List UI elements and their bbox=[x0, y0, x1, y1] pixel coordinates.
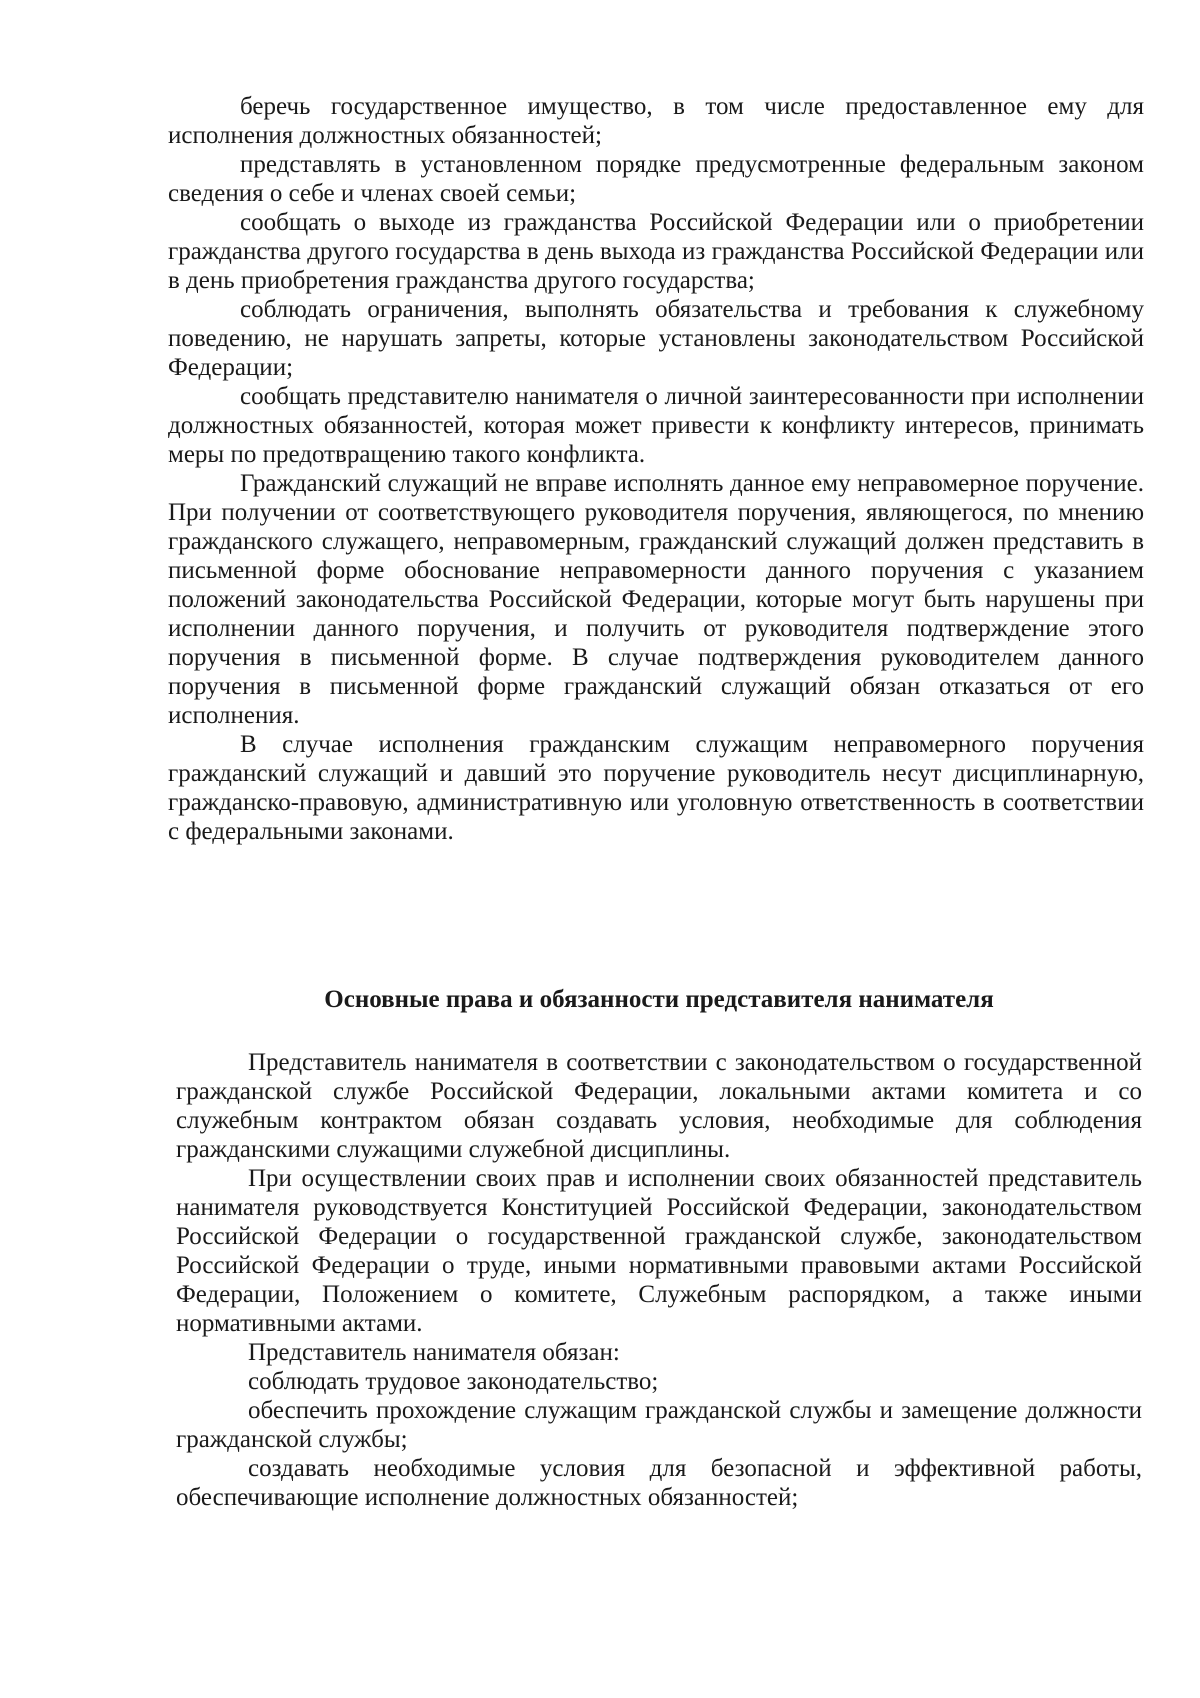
paragraph: беречь государственное имущество, в том числе предоставленное ему для исполнения должностных обязанностей; bbox=[168, 93, 1144, 149]
paragraph: обеспечить прохождение служащим гражданской службы и замещение должности гражданской службы; bbox=[176, 1397, 1142, 1453]
paragraph: сообщать о выходе из гражданства Российской Федерации или о приобретении гражданства другого государства в день выхода из гражданства Российской Федерации или в день приобретения гражданства другого государства; bbox=[168, 209, 1144, 294]
paragraph: создавать необходимые условия для безопасной и эффективной работы, обеспечивающие исполнение должностных обязанностей; bbox=[176, 1455, 1142, 1511]
paragraph: При осуществлении своих прав и исполнении своих обязанностей представитель нанимателя руководствуется Конституцией Российской Федерации, законодательством Российской Федерации о государственной гражданской службе, законодательством Российской Федерации о труде, иными нормативными правовыми актами Российской Федерации, Положением о комитете, Служебным распорядком, а также иными нормативными актами. bbox=[176, 1165, 1142, 1337]
paragraph: Представитель нанимателя обязан: bbox=[248, 1339, 620, 1366]
paragraph: Гражданский служащий не вправе исполнять данное ему неправомерное поручение. При получении от соответствующего руководителя поручения, являющегося, по мнению гражданского служащего, неправомерным, гражданский служащий должен представить в письменной форме обоснование неправомерности данного поручения с указанием положений законодательства Российской Федерации, которые могут быть нарушены при исполнении данного поручения, и получить от руководителя подтверждение этого поручения в письменной форме. В случае подтверждения руководителем данного поручения в письменной форме гражданский служащий обязан отказаться от его исполнения. bbox=[168, 470, 1144, 729]
paragraph: сообщать представителю нанимателя о личной заинтересованности при исполнении должностных обязанностей, которая может привести к конфликту интересов, принимать меры по предотвращению такого конфликта. bbox=[168, 383, 1144, 468]
section-heading: Основные права и обязанности представителя нанимателя bbox=[324, 986, 994, 1013]
paragraph: представлять в установленном порядке предусмотренные федеральным законом сведения о себе и членах своей семьи; bbox=[168, 151, 1144, 207]
paragraph: соблюдать ограничения, выполнять обязательства и требования к служебному поведению, не нарушать запреты, которые установлены законодательством Российской Федерации; bbox=[168, 296, 1144, 381]
paragraph: В случае исполнения гражданским служащим неправомерного поручения гражданский служащий и давший это поручение руководитель несут дисциплинарную, гражданско-правовую, административную или уголовную ответственность в соответствии с федеральными законами. bbox=[168, 731, 1144, 845]
paragraph: соблюдать трудовое законодательство; bbox=[248, 1368, 659, 1395]
top-text-block bbox=[168, 92, 1144, 846]
paragraph: Представитель нанимателя в соответствии с законодательством о государственной гражданской службе Российской Федерации, локальными актами комитета и со служебным контрактом обязан создавать условия, необходимые для соблюдения гражданскими служащими служебной дисциплины. bbox=[176, 1049, 1142, 1163]
bottom-text-block bbox=[176, 1048, 1142, 1512]
